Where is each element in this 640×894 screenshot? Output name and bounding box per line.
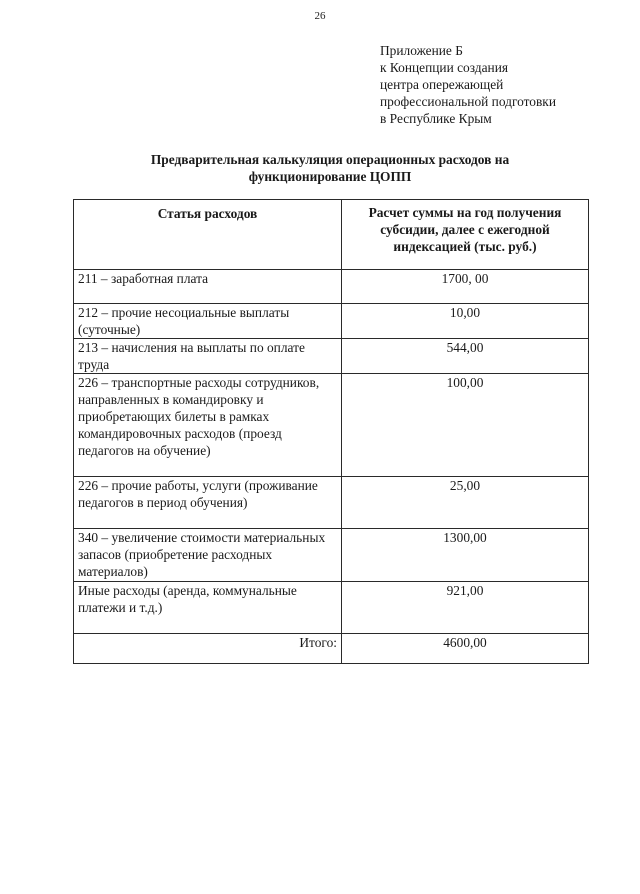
column-header-amount: Расчет суммы на год получения субсидии, далее с ежегодной индексацией (тыс. руб.)	[342, 200, 589, 270]
expense-item: 226 – прочие работы, услуги (проживание педагогов в период обучения)	[74, 477, 342, 529]
total-label: Итого:	[74, 634, 342, 664]
total-amount: 4600,00	[342, 634, 589, 664]
table-row	[74, 477, 589, 529]
appendix-line: к Концепции создания	[380, 60, 509, 75]
expense-amount: 25,00	[342, 477, 589, 529]
expense-item: 211 – заработная плата	[74, 270, 342, 304]
expenses-table	[73, 199, 589, 664]
document-title-line: Предварительная калькуляция операционных расходов на	[150, 152, 510, 167]
expense-item: 340 – увеличение стоимости материальных запасов (приобретение расходных материалов)	[74, 529, 342, 582]
table-row	[74, 304, 589, 339]
table-row	[74, 374, 589, 477]
table-row	[74, 339, 589, 374]
expense-amount: 921,00	[342, 582, 589, 634]
appendix-line: профессиональной подготовки	[380, 94, 556, 109]
appendix-line: Приложение Б	[380, 43, 463, 58]
expense-amount: 1300,00	[342, 529, 589, 582]
table-row	[74, 582, 589, 634]
expense-amount: 1700, 00	[342, 270, 589, 304]
column-header-item: Статья расходов	[74, 200, 342, 270]
expense-item: Иные расходы (аренда, коммунальные платежи и т.д.)	[74, 582, 342, 634]
table-row	[74, 270, 589, 304]
document-title-line: функционирование ЦОПП	[248, 169, 412, 184]
expense-item: 226 – транспортные расходы сотрудников, направленных в командировку и приобретающих билеты в рамках командировочных расходов (проезд педагогов на обучение)	[74, 374, 342, 477]
appendix-block	[380, 42, 630, 127]
table-row	[74, 529, 589, 582]
appendix-line: в Республике Крым	[380, 111, 492, 126]
expense-item: 213 – начисления на выплаты по оплате труда	[74, 339, 342, 374]
table-header-row	[74, 200, 589, 270]
appendix-line: центра опережающей	[380, 77, 504, 92]
table-total-row	[74, 634, 589, 664]
expense-amount: 100,00	[342, 374, 589, 477]
expense-amount: 544,00	[342, 339, 589, 374]
document-title	[60, 151, 600, 185]
expense-item: 212 – прочие несоциальные выплаты (суточные)	[74, 304, 342, 339]
expense-amount: 10,00	[342, 304, 589, 339]
page-number: 26	[314, 10, 326, 22]
